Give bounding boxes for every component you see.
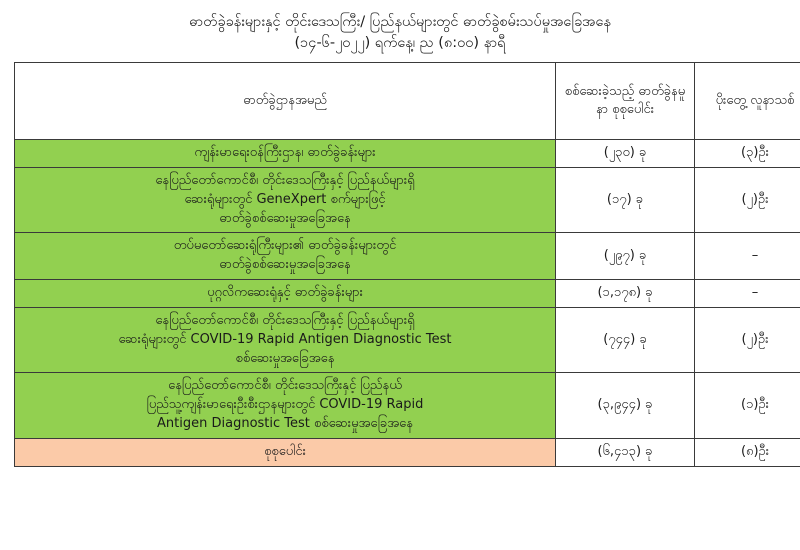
lab-name-line: ဆေးရုံများတွင် GeneXpert စက်များဖြင့် [184, 191, 386, 207]
table-row [15, 373, 800, 439]
cell-new-cases: (၂)ဦး [695, 307, 800, 373]
lab-name-line: စစ်ဆေးမှုအခြေအနေ [235, 350, 335, 366]
table-row [15, 140, 800, 168]
cell-lab-name [15, 280, 556, 308]
lab-name-line: နေပြည်တော်ကောင်စီ၊ တိုင်းဒေသကြီးနှင့် ပြည်နယ် [168, 378, 402, 394]
table-total-row [15, 439, 800, 467]
table-row [15, 233, 800, 280]
cell-total-samples: (၃,၉၄၄) ခု [556, 373, 695, 439]
cell-total-samples: (၁,၁၇၈) ခု [556, 280, 695, 308]
cell-lab-name [15, 167, 556, 233]
cell-total-label: စုစုပေါင်း [15, 439, 556, 467]
cell-new-cases: – [695, 233, 800, 280]
table-header [15, 63, 800, 140]
column-header-lab-name: ဓာတ်ခွဲဌာနအမည် [15, 63, 556, 140]
table-row [15, 307, 800, 373]
lab-name-line: နေပြည်တော်ကောင်စီ၊ တိုင်းဒေသကြီးနှင့် ပြည်နယ်များရှိ [155, 172, 415, 188]
page-title [14, 12, 786, 54]
cell-lab-name [15, 140, 556, 168]
table-header-row [15, 63, 800, 140]
cell-new-cases: – [695, 280, 800, 308]
lab-name-line: ဓာတ်ခွဲစစ်ဆေးမှုအခြေအနေ [219, 257, 351, 273]
lab-name-line: တပ်မတော်ဆေးရုံကြီးများ၏ ဓာတ်ခွဲခန်းများတွင် [173, 238, 397, 254]
cell-total-samples: (၂၃၀) ခု [556, 140, 695, 168]
cell-lab-name [15, 373, 556, 439]
cell-new-cases: (၃)ဦး [695, 140, 800, 168]
column-header-new-cases: ပိုးတွေ့ လူနာသစ် [695, 63, 800, 140]
cell-total-samples: (၂၉၇) ခု [556, 233, 695, 280]
lab-name-line: Antigen Diagnostic Test စစ်ဆေးမှုအခြေအနေ [157, 416, 413, 432]
lab-name-line: ပြည်သူ့ကျန်းမာရေးဦးစီးဌာနများတွင် COVID-19 Rapid [146, 397, 424, 413]
lab-name-line: ဆေးရုံများတွင် COVID-19 Rapid Antigen Diagnostic Test [118, 331, 452, 347]
lab-name-line: ကျန်းမာရေးဝန်ကြီးဌာန၊ ဓာတ်ခွဲခန်းများ [194, 145, 376, 161]
column-header-total-samples: စစ်ဆေးခဲ့သည့် ဓာတ်ခွဲနမူနာ စုစုပေါင်း [556, 63, 695, 140]
cell-new-cases: (၂)ဦး [695, 167, 800, 233]
cell-total-samples: (၇၄၄) ခု [556, 307, 695, 373]
title-line-1: ဓာတ်ခွဲခန်းများနှင့် တိုင်းဒေသကြီး/ ပြည်နယ်များတွင် ဓာတ်ခွဲစမ်းသပ်မှုအခြေအနေ [189, 14, 611, 30]
title-line-2: (၁၄-၆-၂၀၂၂) ရက်နေ့၊ ည (၈:၀၀) နာရီ [294, 35, 506, 52]
table-row [15, 280, 800, 308]
lab-name-line: ဓာတ်ခွဲစစ်ဆေးမှုအခြေအနေ [219, 210, 351, 226]
lab-name-line: ပုဂ္ဂလိကဆေးရုံနှင့် ဓာတ်ခွဲခန်းများ [207, 285, 363, 301]
cell-new-cases-sum: (၈)ဦး [695, 439, 800, 467]
cell-lab-name [15, 307, 556, 373]
table-row [15, 167, 800, 233]
lab-name-line: နေပြည်တော်ကောင်စီ၊ တိုင်းဒေသကြီးနှင့် ပြည်နယ်များရှိ [155, 312, 415, 328]
lab-testing-table [14, 62, 800, 467]
cell-total-samples-sum: (၆,၄၁၃) ခု [556, 439, 695, 467]
cell-total-samples: (၁၇) ခု [556, 167, 695, 233]
cell-new-cases: (၁)ဦး [695, 373, 800, 439]
table-body [15, 140, 800, 467]
cell-lab-name [15, 233, 556, 280]
